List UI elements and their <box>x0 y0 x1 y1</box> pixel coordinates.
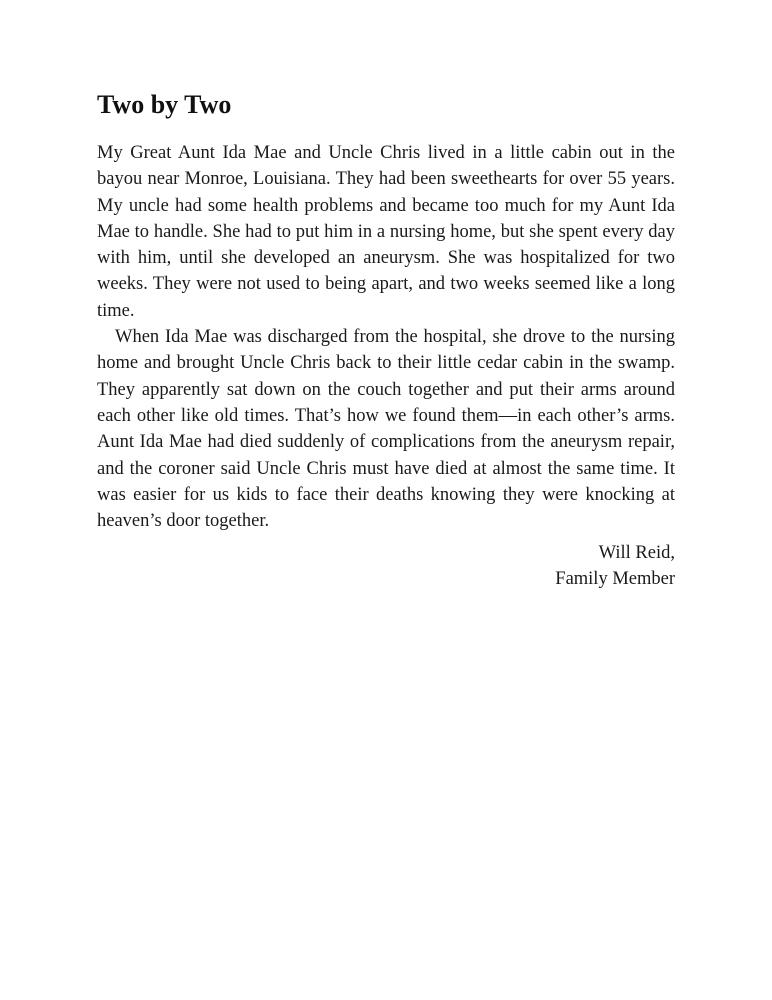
story-paragraph-1: My Great Aunt Ida Mae and Uncle Chris lived in a little cabin out in the bayou near Monroe, Louisiana. They had been sweethearts for over 55 years. My uncle had some health problems and became too much for my Aunt Ida Mae to handle. She had to put him in a nursing home, but she spent every day with him, until she developed an aneurysm. She was hospitalized for two weeks. They were not used to being apart, and two weeks seemed like a long time. <box>97 143 675 321</box>
author-name: Will Reid, <box>598 543 675 563</box>
story-title: Two by Two <box>97 90 232 119</box>
story-paragraph-2: When Ida Mae was discharged from the hospital, she drove to the nursing home and brought Uncle Chris back to their little cedar cabin in the swamp. They apparently sat down on the couch together and put their arms around each other like old times. That’s how we found them—in each other’s arms. Aunt Ida Mae had died suddenly of complications from the aneurysm repair, and the coroner said Uncle Chris must have died at almost the same time. It was easier for us kids to face their deaths knowing they were knocking at heaven’s door together. <box>97 327 675 532</box>
author-signature <box>97 540 675 593</box>
author-role: Family Member <box>555 569 675 590</box>
story-body <box>97 140 675 534</box>
